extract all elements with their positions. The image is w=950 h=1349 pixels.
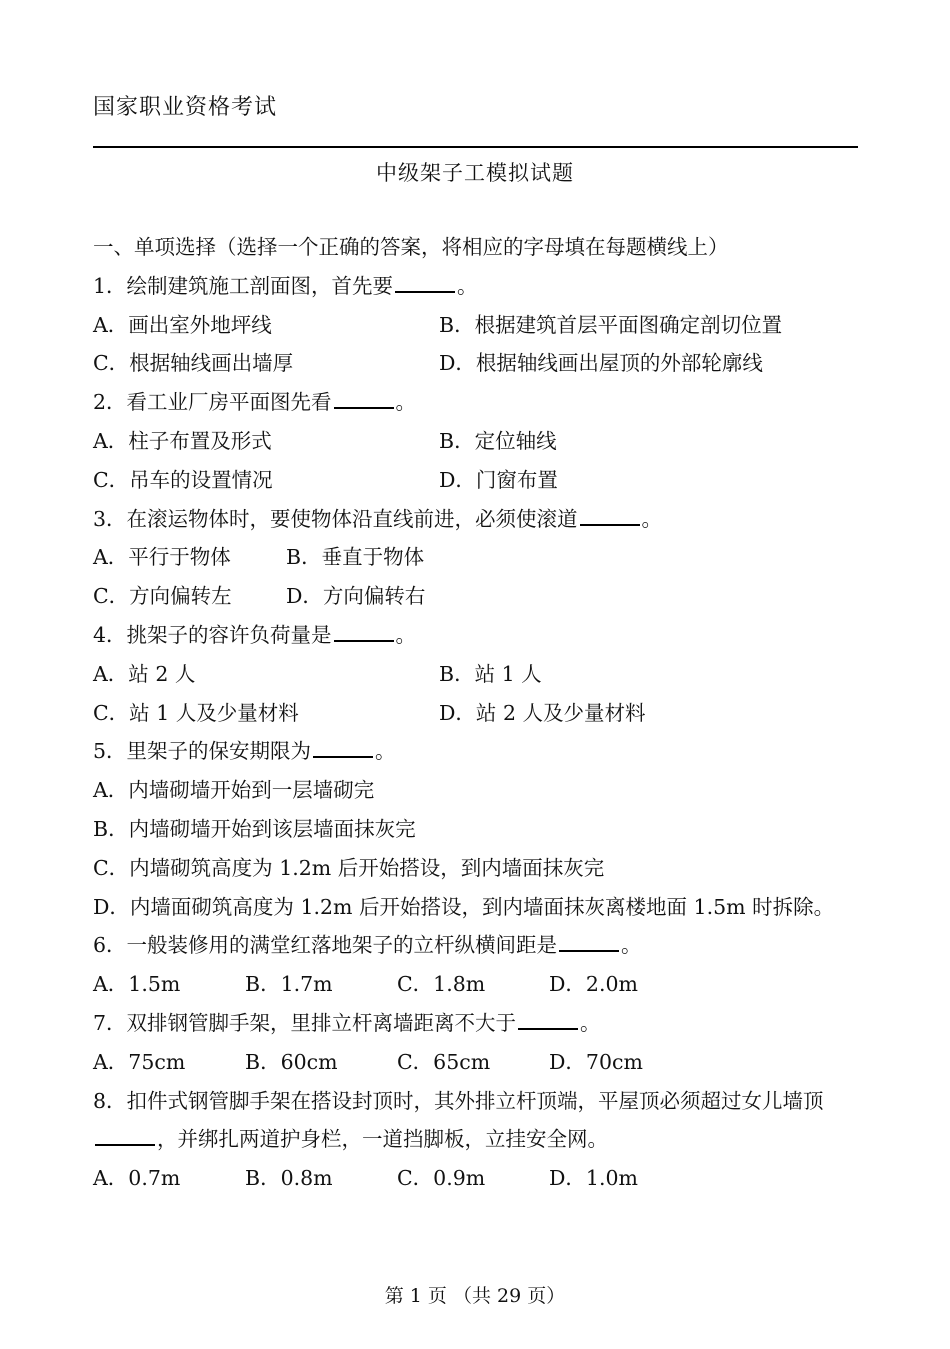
option-a: A．0.7m [93, 1166, 181, 1191]
option-b: B．0.8m [245, 1166, 333, 1191]
option-row [93, 306, 863, 345]
option-b: B．60cm [245, 1049, 338, 1074]
question-stem: 3．在滚运物体时，要使物体沿直线前进，必须使滚道 。 [93, 500, 863, 539]
option-b: B．内墙砌墙开始到该层墙面抹灰完 [93, 816, 416, 841]
option-b: B．垂直于物体 [286, 545, 425, 570]
option-d: D．70cm [549, 1049, 643, 1074]
option-a: A．1.5m [93, 972, 181, 997]
option-b: B．1.7m [245, 972, 333, 997]
header-rule [93, 146, 858, 148]
page-footer: 第 1 页 （共 29 页） [384, 1285, 566, 1307]
question-list [93, 228, 863, 1198]
question-stem: 6．一般装修用的满堂红落地架子的立杆纵横间距是 。 [93, 926, 863, 965]
option-c: C．站 1 人及少量材料 [93, 700, 299, 725]
option-d: D．1.0m [549, 1166, 638, 1191]
option-row [93, 344, 863, 383]
answer-blank[interactable] [518, 1006, 578, 1030]
option-d: D．2.0m [549, 972, 638, 997]
answer-blank[interactable] [334, 385, 394, 409]
option-d: D．站 2 人及少量材料 [439, 700, 646, 725]
option-a: A．画出室外地坪线 [93, 312, 272, 337]
option-row [93, 461, 863, 500]
option-d: D．内墙面砌筑高度为 1.2m 后开始搭设，到内墙面抹灰离楼地面 1.5m 时拆除。 [93, 894, 835, 919]
option-c: C．根据轴线画出墙厚 [93, 351, 294, 376]
option-c: C．65cm [397, 1049, 491, 1074]
option-d: D．方向偏转右 [286, 584, 426, 609]
option-a: A．内墙砌墙开始到一层墙砌完 [93, 778, 375, 803]
option-row [93, 577, 863, 616]
option-b: B．根据建筑首层平面图确定剖切位置 [439, 312, 783, 337]
question-stem: 8．扣件式钢管脚手架在搭设封顶时，其外排立杆顶端，平屋顶必须超过女儿墙顶，并绑扎两道护身栏，一道挡脚板，立挂安全网。 [93, 1088, 824, 1152]
answer-blank[interactable] [334, 618, 394, 642]
option-row [93, 965, 863, 1004]
option-c: C．1.8m [397, 972, 486, 997]
question-stem: 1．绘制建筑施工剖面图，首先要 。 [93, 267, 863, 306]
option-b: B．定位轴线 [439, 428, 557, 453]
page-title: 中级架子工模拟试题 [376, 161, 574, 185]
option-d: D．门窗布置 [439, 467, 558, 492]
answer-blank[interactable] [313, 734, 373, 758]
option-row [93, 1159, 863, 1198]
option-a: A．站 2 人 [93, 661, 196, 686]
answer-blank[interactable] [95, 1122, 155, 1146]
option-c: C．吊车的设置情况 [93, 467, 273, 492]
option-row [93, 694, 863, 733]
question-stem: 2．看工业厂房平面图先看 。 [93, 383, 863, 422]
section-heading: 一、单项选择（选择一个正确的答案，将相应的字母填在每题横线上） [93, 235, 729, 259]
exam-header: 国家职业资格考试 [93, 95, 278, 120]
answer-blank[interactable] [395, 269, 455, 293]
question-stem: 4．挑架子的容许负荷量是 。 [93, 616, 863, 655]
question-stem: 7．双排钢管脚手架，里排立杆离墙距离不大于 。 [93, 1004, 863, 1043]
option-row [93, 1043, 863, 1082]
answer-blank[interactable] [580, 502, 640, 526]
option-c: C．方向偏转左 [93, 584, 232, 609]
option-row [93, 422, 863, 461]
option-c: C．0.9m [397, 1166, 486, 1191]
option-a: A．75cm [93, 1049, 186, 1074]
option-c: C．内墙砌筑高度为 1.2m 后开始搭设，到内墙面抹灰完 [93, 855, 605, 880]
question-stem: 5．里架子的保安期限为 。 [93, 732, 863, 771]
option-a: A．平行于物体 [93, 545, 231, 570]
option-d: D．根据轴线画出屋顶的外部轮廓线 [439, 351, 763, 376]
option-a: A．柱子布置及形式 [93, 428, 272, 453]
option-row [93, 655, 863, 694]
option-b: B．站 1 人 [439, 661, 542, 686]
answer-blank[interactable] [559, 928, 619, 952]
option-row [93, 538, 863, 577]
